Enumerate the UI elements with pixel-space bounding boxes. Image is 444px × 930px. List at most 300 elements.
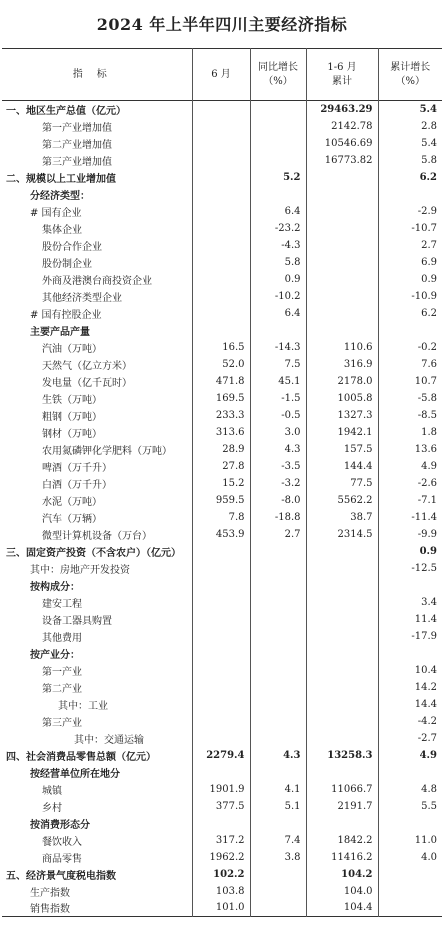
june-value: 7.8 xyxy=(192,509,250,526)
june-value: 28.9 xyxy=(192,441,250,458)
cumulative-value: 11066.7 xyxy=(306,781,378,798)
cumulative-value xyxy=(306,815,378,832)
june-value xyxy=(192,186,250,203)
cumulative-value: 29463.29 xyxy=(306,101,378,118)
table-row xyxy=(2,186,442,203)
cumulative-value xyxy=(306,169,378,186)
cumulative-growth: 13.6 xyxy=(378,441,442,458)
cumulative-growth: 10.7 xyxy=(378,373,442,390)
cumulative-value: 2142.78 xyxy=(306,118,378,135)
table-row xyxy=(2,203,442,220)
june-value xyxy=(192,254,250,271)
cumulative-value xyxy=(306,186,378,203)
table-row xyxy=(2,492,442,509)
cumulative-growth: -2.6 xyxy=(378,475,442,492)
june-value: 233.3 xyxy=(192,407,250,424)
cumulative-growth: 14.2 xyxy=(378,679,442,696)
table-row xyxy=(2,662,442,679)
june-growth: -4.3 xyxy=(250,237,306,254)
cumulative-growth: -17.9 xyxy=(378,628,442,645)
table-row xyxy=(2,645,442,662)
row-label: 第三产业增加值 xyxy=(42,156,112,168)
june-growth: 6.4 xyxy=(250,305,306,322)
june-growth: -0.5 xyxy=(250,407,306,424)
table-row xyxy=(2,730,442,747)
june-value xyxy=(192,152,250,169)
row-label: 汽车（万辆） xyxy=(42,513,102,525)
table-row xyxy=(2,373,442,390)
june-value: 15.2 xyxy=(192,475,250,492)
june-growth xyxy=(250,577,306,594)
cumulative-growth: 6.2 xyxy=(378,305,442,322)
june-growth xyxy=(250,730,306,747)
table-row xyxy=(2,594,442,611)
row-label: 汽油（万吨） xyxy=(42,343,102,355)
row-label: 发电量（亿千瓦时） xyxy=(42,377,132,389)
row-label: 白酒（万千升） xyxy=(42,479,112,491)
cumulative-growth: 10.4 xyxy=(378,662,442,679)
june-growth xyxy=(250,815,306,832)
table-row xyxy=(2,475,442,492)
cumulative-growth: -10.9 xyxy=(378,288,442,305)
cumulative-value: 1942.1 xyxy=(306,424,378,441)
cumulative-value xyxy=(306,764,378,781)
june-growth xyxy=(250,645,306,662)
row-label: 三、固定资产投资（不含农户）（亿元） xyxy=(6,547,181,559)
table-row xyxy=(2,628,442,645)
june-growth: 0.9 xyxy=(250,271,306,288)
june-growth: 4.3 xyxy=(250,441,306,458)
cumulative-value xyxy=(306,560,378,577)
cumulative-growth: 6.9 xyxy=(378,254,442,271)
table-row xyxy=(2,135,442,152)
cumulative-value: 1327.3 xyxy=(306,407,378,424)
row-label: 第二产业增加值 xyxy=(42,139,112,151)
cumulative-value xyxy=(306,628,378,645)
header-june-growth-text: 同比增长 （%） xyxy=(258,61,298,87)
cumulative-growth: 4.9 xyxy=(378,458,442,475)
row-label: 股份制企业 xyxy=(42,258,92,270)
june-value: 2279.4 xyxy=(192,747,250,764)
cumulative-growth: 7.6 xyxy=(378,356,442,373)
row-label: 一、地区生产总值（亿元） xyxy=(6,105,126,117)
row-label: 钢材（万吨） xyxy=(42,428,102,440)
june-growth: 3.0 xyxy=(250,424,306,441)
june-growth: 3.8 xyxy=(250,849,306,866)
june-growth xyxy=(250,322,306,339)
june-value: 169.5 xyxy=(192,390,250,407)
row-label: 分经济类型： xyxy=(30,190,90,202)
june-growth: 7.5 xyxy=(250,356,306,373)
row-label: 农用氮磷钾化学肥料（万吨） xyxy=(42,445,172,457)
cumulative-value: 1005.8 xyxy=(306,390,378,407)
cumulative-growth: 14.4 xyxy=(378,696,442,713)
header-indicator-text: 指标 xyxy=(72,68,121,80)
june-growth: 4.1 xyxy=(250,781,306,798)
table-row xyxy=(2,237,442,254)
row-label: # 国有企业 xyxy=(30,207,82,219)
table-row xyxy=(2,781,442,798)
cumulative-value: 16773.82 xyxy=(306,152,378,169)
row-label: 商品零售 xyxy=(42,853,82,865)
row-label: # 国有控股企业 xyxy=(30,309,102,321)
june-value xyxy=(192,237,250,254)
table-row xyxy=(2,169,442,186)
cumulative-growth: -5.8 xyxy=(378,390,442,407)
table-row xyxy=(2,322,442,339)
cumulative-value xyxy=(306,594,378,611)
table-row xyxy=(2,849,442,866)
cumulative-growth: 11.4 xyxy=(378,611,442,628)
cumulative-growth: -0.2 xyxy=(378,339,442,356)
june-value xyxy=(192,679,250,696)
row-label: 第一产业 xyxy=(42,666,82,678)
june-growth: -3.2 xyxy=(250,475,306,492)
cumulative-value: 2178.0 xyxy=(306,373,378,390)
june-value: 313.6 xyxy=(192,424,250,441)
cumulative-growth xyxy=(378,883,442,900)
row-label: 天然气（亿立方米） xyxy=(42,360,132,372)
cumulative-growth: -2.7 xyxy=(378,730,442,747)
header-cumulative-growth-text: 累计增长 （%） xyxy=(390,61,431,87)
cumulative-growth: 0.9 xyxy=(378,271,442,288)
cumulative-growth: 11.0 xyxy=(378,832,442,849)
june-value xyxy=(192,730,250,747)
indicator-table xyxy=(2,48,442,917)
table-row xyxy=(2,866,442,883)
june-growth: -18.8 xyxy=(250,509,306,526)
row-label: 按经营单位所在地分 xyxy=(30,768,120,780)
june-growth xyxy=(250,866,306,883)
cumulative-growth: 5.5 xyxy=(378,798,442,815)
row-label: 二、规模以上工业增加值 xyxy=(6,173,116,185)
row-label: 主要产品产量 xyxy=(30,326,90,338)
cumulative-value xyxy=(306,271,378,288)
june-value: 52.0 xyxy=(192,356,250,373)
cumulative-growth: 0.9 xyxy=(378,543,442,560)
june-value xyxy=(192,543,250,560)
table-header xyxy=(2,49,442,101)
cumulative-growth: -11.4 xyxy=(378,509,442,526)
header-june xyxy=(192,49,250,101)
table-row xyxy=(2,118,442,135)
cumulative-value xyxy=(306,577,378,594)
cumulative-value xyxy=(306,254,378,271)
june-growth: 5.1 xyxy=(250,798,306,815)
row-label: 其中：房地产开发投资 xyxy=(30,564,130,576)
header-cumulative xyxy=(306,49,378,101)
table-row xyxy=(2,254,442,271)
june-growth xyxy=(250,560,306,577)
june-growth xyxy=(250,713,306,730)
row-label: 第一产业增加值 xyxy=(42,122,112,134)
row-label: 集体企业 xyxy=(42,224,82,236)
row-label: 销售指数 xyxy=(30,904,70,916)
cumulative-value xyxy=(306,288,378,305)
june-growth xyxy=(250,543,306,560)
cumulative-value xyxy=(306,713,378,730)
june-growth: -10.2 xyxy=(250,288,306,305)
june-growth: -8.0 xyxy=(250,492,306,509)
june-growth: 7.4 xyxy=(250,832,306,849)
table-row xyxy=(2,101,442,118)
row-label: 啤酒（万千升） xyxy=(42,462,112,474)
row-label: 设备工器具购置 xyxy=(42,615,112,627)
cumulative-value xyxy=(306,696,378,713)
cumulative-growth xyxy=(378,186,442,203)
table-row xyxy=(2,509,442,526)
table-row xyxy=(2,441,442,458)
cumulative-growth: -9.9 xyxy=(378,526,442,543)
june-value xyxy=(192,764,250,781)
june-value xyxy=(192,815,250,832)
june-growth xyxy=(250,186,306,203)
june-value xyxy=(192,118,250,135)
row-label: 五、经济景气度税电指数 xyxy=(6,870,116,882)
row-label: 微型计算机设备（万台） xyxy=(42,530,152,542)
june-value: 453.9 xyxy=(192,526,250,543)
cumulative-value xyxy=(306,611,378,628)
cumulative-growth xyxy=(378,866,442,883)
june-value xyxy=(192,662,250,679)
june-value: 959.5 xyxy=(192,492,250,509)
table-body xyxy=(2,101,442,917)
cumulative-growth: 5.4 xyxy=(378,135,442,152)
table-row xyxy=(2,390,442,407)
cumulative-value: 104.4 xyxy=(306,900,378,917)
june-growth xyxy=(250,152,306,169)
cumulative-value xyxy=(306,220,378,237)
june-growth xyxy=(250,118,306,135)
header-cumulative-growth xyxy=(378,49,442,101)
table-row xyxy=(2,577,442,594)
cumulative-value xyxy=(306,679,378,696)
june-value xyxy=(192,594,250,611)
table-row xyxy=(2,152,442,169)
row-label: 生铁（万吨） xyxy=(42,394,102,406)
table-row xyxy=(2,747,442,764)
june-value xyxy=(192,203,250,220)
cumulative-growth: 2.7 xyxy=(378,237,442,254)
june-growth: 2.7 xyxy=(250,526,306,543)
header-june-growth xyxy=(250,49,306,101)
june-value xyxy=(192,611,250,628)
cumulative-growth: -4.2 xyxy=(378,713,442,730)
june-growth: 45.1 xyxy=(250,373,306,390)
row-label: 水泥（万吨） xyxy=(42,496,102,508)
table-row xyxy=(2,679,442,696)
row-label: 股份合作企业 xyxy=(42,241,102,253)
june-growth: 4.3 xyxy=(250,747,306,764)
row-label: 粗钢（万吨） xyxy=(42,411,102,423)
table-row xyxy=(2,526,442,543)
cumulative-growth: -8.5 xyxy=(378,407,442,424)
june-value: 102.2 xyxy=(192,866,250,883)
table-row xyxy=(2,883,442,900)
cumulative-value: 5562.2 xyxy=(306,492,378,509)
cumulative-growth: 6.2 xyxy=(378,169,442,186)
table-row xyxy=(2,832,442,849)
header-june-text: 6 月 xyxy=(211,68,231,80)
cumulative-value: 13258.3 xyxy=(306,747,378,764)
table-row xyxy=(2,696,442,713)
june-value xyxy=(192,628,250,645)
header-indicator xyxy=(2,49,192,101)
june-value: 471.8 xyxy=(192,373,250,390)
cumulative-value: 1842.2 xyxy=(306,832,378,849)
cumulative-value: 316.9 xyxy=(306,356,378,373)
june-growth xyxy=(250,883,306,900)
table-row xyxy=(2,900,442,917)
cumulative-growth: 3.4 xyxy=(378,594,442,611)
cumulative-growth: 4.0 xyxy=(378,849,442,866)
table-row xyxy=(2,543,442,560)
june-value: 377.5 xyxy=(192,798,250,815)
table-row xyxy=(2,271,442,288)
row-label: 外商及港澳台商投资企业 xyxy=(42,275,152,287)
header-cumulative-text: 1-6 月 累计 xyxy=(327,61,357,87)
cumulative-growth: -7.1 xyxy=(378,492,442,509)
row-label: 按产业分： xyxy=(30,649,80,661)
cumulative-value: 38.7 xyxy=(306,509,378,526)
row-label: 其他经济类型企业 xyxy=(42,292,122,304)
june-value: 1901.9 xyxy=(192,781,250,798)
june-growth xyxy=(250,764,306,781)
cumulative-value: 110.6 xyxy=(306,339,378,356)
cumulative-growth: 4.9 xyxy=(378,747,442,764)
row-label: 按构成分： xyxy=(30,581,80,593)
june-growth xyxy=(250,900,306,917)
cumulative-growth xyxy=(378,815,442,832)
cumulative-value xyxy=(306,203,378,220)
table-row xyxy=(2,798,442,815)
cumulative-growth: 5.4 xyxy=(378,101,442,118)
cumulative-value: 10546.69 xyxy=(306,135,378,152)
june-growth: -3.5 xyxy=(250,458,306,475)
cumulative-value xyxy=(306,543,378,560)
cumulative-growth xyxy=(378,322,442,339)
row-label: 乡村 xyxy=(42,802,62,814)
june-value xyxy=(192,135,250,152)
row-label: 第二产业 xyxy=(42,683,82,695)
row-label: 生产指数 xyxy=(30,887,70,899)
cumulative-growth: -12.5 xyxy=(378,560,442,577)
row-label: 其中：工业 xyxy=(58,700,108,712)
table-row xyxy=(2,407,442,424)
cumulative-value: 104.0 xyxy=(306,883,378,900)
june-growth xyxy=(250,662,306,679)
june-value xyxy=(192,713,250,730)
cumulative-growth: -10.7 xyxy=(378,220,442,237)
june-value xyxy=(192,645,250,662)
june-growth xyxy=(250,679,306,696)
june-growth: 6.4 xyxy=(250,203,306,220)
row-label: 城镇 xyxy=(42,785,62,797)
june-growth xyxy=(250,628,306,645)
cumulative-value: 77.5 xyxy=(306,475,378,492)
june-value xyxy=(192,322,250,339)
cumulative-value xyxy=(306,730,378,747)
cumulative-value: 157.5 xyxy=(306,441,378,458)
row-label: 按消费形态分 xyxy=(30,819,90,831)
cumulative-growth: 4.8 xyxy=(378,781,442,798)
cumulative-value: 144.4 xyxy=(306,458,378,475)
table-row xyxy=(2,339,442,356)
june-value: 103.8 xyxy=(192,883,250,900)
cumulative-growth xyxy=(378,900,442,917)
june-value: 317.2 xyxy=(192,832,250,849)
cumulative-value: 2314.5 xyxy=(306,526,378,543)
cumulative-value xyxy=(306,322,378,339)
cumulative-value xyxy=(306,305,378,322)
cumulative-growth xyxy=(378,577,442,594)
june-value: 101.0 xyxy=(192,900,250,917)
june-growth: 5.2 xyxy=(250,169,306,186)
cumulative-growth: 5.8 xyxy=(378,152,442,169)
june-growth: -14.3 xyxy=(250,339,306,356)
cumulative-value xyxy=(306,662,378,679)
page-title: 2024 年上半年四川主要经济指标 xyxy=(96,14,348,34)
table-row xyxy=(2,611,442,628)
cumulative-growth: 1.8 xyxy=(378,424,442,441)
june-growth xyxy=(250,135,306,152)
row-label: 其他费用 xyxy=(42,632,82,644)
june-growth: -1.5 xyxy=(250,390,306,407)
june-value: 1962.2 xyxy=(192,849,250,866)
table-row xyxy=(2,560,442,577)
june-growth xyxy=(250,696,306,713)
table-row xyxy=(2,764,442,781)
june-value xyxy=(192,560,250,577)
june-value xyxy=(192,271,250,288)
row-label: 第三产业 xyxy=(42,717,82,729)
row-label: 餐饮收入 xyxy=(42,836,82,848)
cumulative-growth xyxy=(378,645,442,662)
june-value xyxy=(192,220,250,237)
cumulative-value: 104.2 xyxy=(306,866,378,883)
cumulative-growth: 2.8 xyxy=(378,118,442,135)
header-row xyxy=(2,49,442,101)
june-value xyxy=(192,288,250,305)
june-growth xyxy=(250,611,306,628)
june-value: 16.5 xyxy=(192,339,250,356)
table-row xyxy=(2,458,442,475)
cumulative-growth: -2.9 xyxy=(378,203,442,220)
cumulative-value: 11416.2 xyxy=(306,849,378,866)
table-row xyxy=(2,815,442,832)
cumulative-value xyxy=(306,645,378,662)
june-growth: 5.8 xyxy=(250,254,306,271)
row-label: 四、社会消费品零售总额（亿元） xyxy=(6,751,156,763)
row-label: 其中：交通运输 xyxy=(74,734,144,746)
june-value xyxy=(192,101,250,118)
cumulative-value: 2191.7 xyxy=(306,798,378,815)
table-row xyxy=(2,305,442,322)
june-value xyxy=(192,577,250,594)
june-growth: -23.2 xyxy=(250,220,306,237)
june-value xyxy=(192,696,250,713)
june-value xyxy=(192,169,250,186)
table-row xyxy=(2,288,442,305)
june-growth xyxy=(250,594,306,611)
table-row xyxy=(2,424,442,441)
cumulative-growth xyxy=(378,764,442,781)
june-value xyxy=(192,305,250,322)
june-value: 27.8 xyxy=(192,458,250,475)
table-row xyxy=(2,356,442,373)
table-row xyxy=(2,713,442,730)
june-growth xyxy=(250,101,306,118)
